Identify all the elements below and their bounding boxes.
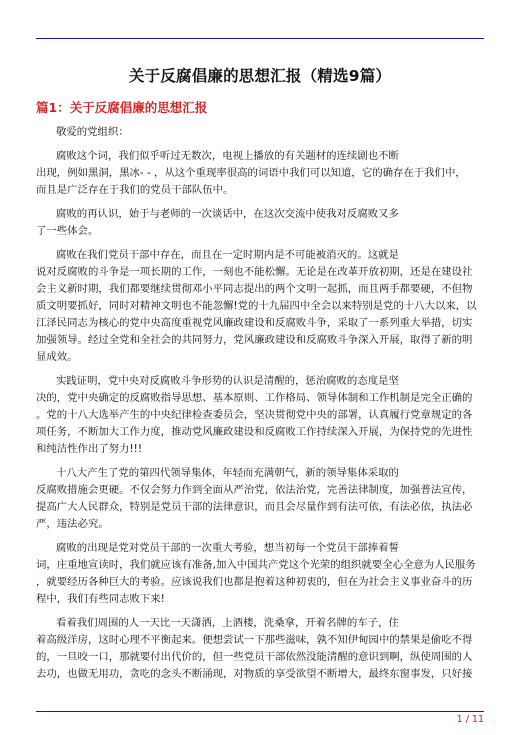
section-heading: 篇1：关于反腐倡廉的思想汇报	[36, 100, 208, 115]
paragraph-line: 十八大产生了党的第四代领导集体，年轻而充满朝气，新的领导集体采取的	[56, 467, 399, 479]
paragraph-line: 了一些体会。	[36, 225, 99, 237]
paragraph-line: 词，庄重地宣读时，我们就应该有准备,加入中国共产党这个光荣的组织就要全心全意为人民服务	[36, 559, 476, 571]
paragraph	[36, 206, 484, 240]
footer-rule	[36, 711, 484, 712]
paragraph-line: 的，一旦咬一口，那就要付出代价的，但一些党员干部依然没能清醒的意识到啊，纵使周围的人	[36, 651, 473, 663]
paragraph-line: 着高级洋房，这时心理不平衡起来。便想尝试一下那些滋味，孰不知伊甸园中的禁果是偷吃不得	[36, 634, 473, 646]
document-title: 关于反腐倡廉的思想汇报（精选9篇）	[128, 67, 392, 85]
paragraph-line: 说对反腐败的斗争是一项长期的工作，一刻也不能松懈。无论是在改革开放初期，还是在建设社	[36, 266, 473, 278]
paragraph-line: 而且是广泛存在于我们的党员干部队伍中。	[36, 184, 234, 196]
page-number: 1 / 11	[456, 714, 484, 725]
paragraph	[36, 124, 484, 141]
paragraph-line: 提高广大人民群众，特别是党员干部的法律意识，而且会尽量作到有法可依，有法必依，执法必	[36, 501, 473, 513]
paragraph	[36, 615, 484, 683]
paragraph-line: 敬爱的党组织：	[56, 126, 129, 138]
paragraph-line: 腐败的再认识，始于与老师的一次谈话中，在这次交流中使我对反腐败又多	[56, 208, 399, 220]
paragraph-line: 严，违法必究。	[36, 518, 109, 530]
paragraph-line: 去功，也做无用功，贪吃的念头不断涌现，对物质的享受欲望不断增大，最终东窗事发，只好接	[36, 668, 473, 680]
paragraph-line: 加强领导。经过全党和全社会的共同努力，党风廉政建设和反腐败斗争深入开展，取得了新的明	[36, 334, 473, 346]
paragraph-line: 反腐败措施会更硬。不仅会努力作到全面从严治党，依法治党，完善法律制度，加强普法宣传，	[36, 484, 473, 496]
paragraph-line: 程中，我们有些同志败下来!	[36, 593, 165, 605]
paragraph-line: 腐败的出现是党对党员干部的一次重大考验，想当初每一个党员干部捧着誓	[56, 542, 399, 554]
paragraph-line: 实践证明，党中央对反腐败斗争形势的认识是清醒的，惩治腐败的态度是坚	[56, 375, 399, 387]
document-body	[36, 124, 484, 690]
paragraph-line: 腐败在我们党员干部中存在，而且在一定时期内是不可能被消灭的。这就是	[56, 249, 399, 261]
paragraph-line: 项任务，不断加大工作力度，推动党风廉政建设和反腐败工作持续深入开展，为保持党的先进性	[36, 426, 473, 438]
paragraph-line: 会主义新时期，我们都要继续贯彻邓小平同志提出的两个文明一起抓，而且两手都要硬，不但物	[36, 283, 473, 295]
paragraph-line: ，就要经历各种巨大的考验。应该说我们也都是抱着这种初衷的，但在为社会主义事业奋斗的历	[36, 576, 473, 588]
paragraph	[36, 148, 484, 199]
paragraph-line: 和纯洁性作出了努力!!!	[36, 443, 143, 455]
paragraph-line: 显成效。	[36, 351, 78, 363]
paragraph	[36, 540, 484, 608]
paragraph-line: 腐败这个词，我们似乎听过无数次，电视上播放的有关题材的连续剧也不断	[56, 150, 399, 162]
paragraph	[36, 373, 484, 458]
paragraph-line: 江泽民同志为核心的党中央高度重视党风廉政建设和反腐败斗争，采取了一系列重大举措，切实	[36, 317, 473, 329]
paragraph-line: 。党的十八大选举产生的中央纪律检查委员会，坚决贯彻党中央的部署，认真履行党章规定的各	[36, 409, 473, 421]
paragraph	[36, 465, 484, 533]
header-rule	[36, 38, 484, 39]
paragraph-line: 决的，党中央确定的反腐败指导思想、基本原则、工作格局、领导体制和工作机制是完全正确的	[36, 392, 473, 404]
paragraph-line: 质文明要抓好，同时对精神文明也不能忽懈!党的十九届四中全会以来特别是党的十八大以来，以	[36, 300, 477, 312]
paragraph-line: 出现，例如黑洞，黑冰- - ，从这个重现率很高的词语中我们可以知道，它的确存在于我们中，	[36, 167, 466, 179]
paragraph-line: 看着我们周围的人一天比一天潇洒，上酒楼，洗桑拿，开着名牌的车子，住	[56, 617, 399, 629]
paragraph	[36, 247, 484, 366]
